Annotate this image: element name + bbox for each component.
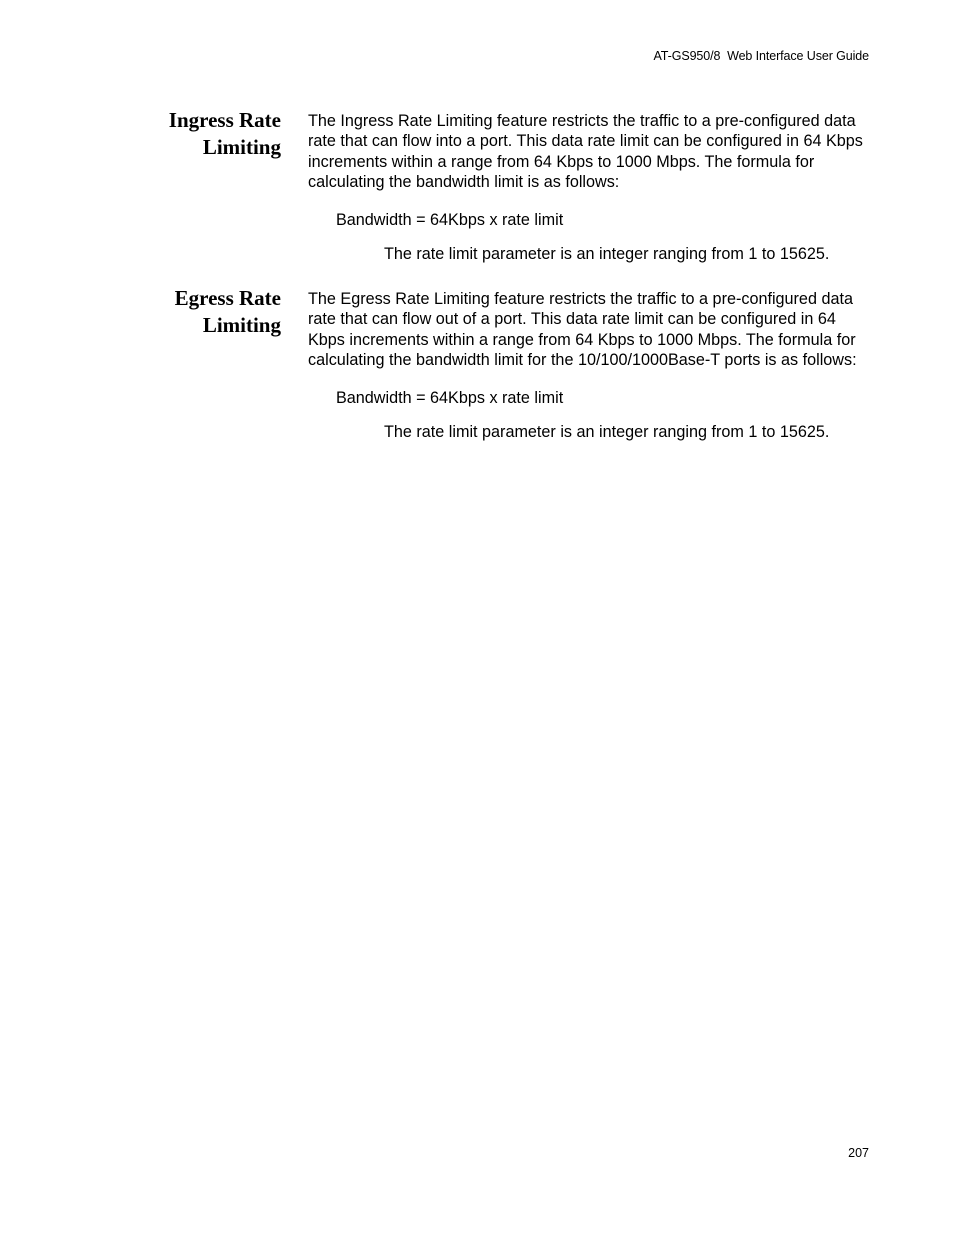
section-heading bbox=[100, 285, 281, 339]
section-heading bbox=[100, 107, 281, 161]
page-number: 207 bbox=[848, 1146, 869, 1160]
body-paragraph: The Ingress Rate Limiting feature restricts the traffic to a pre-configured data rate that can flow into a port. This data rate limit can be configured in 64 Kbps increments within a range from 64 Kbps to 1000 Mbps. The formula for calculating the bandwidth limit is as follows: bbox=[308, 112, 863, 191]
section-heading-line: Limiting bbox=[202, 135, 281, 159]
section-heading-line: Limiting bbox=[202, 313, 281, 337]
section-heading-line: Egress Rate bbox=[174, 286, 281, 310]
formula-note: The rate limit parameter is an integer ranging from 1 to 15625. bbox=[384, 245, 830, 264]
formula-note: The rate limit parameter is an integer ranging from 1 to 15625. bbox=[384, 423, 830, 442]
formula: Bandwidth = 64Kbps x rate limit bbox=[336, 211, 564, 230]
section-body bbox=[308, 289, 873, 443]
body-paragraph: The Egress Rate Limiting feature restricts the traffic to a pre-configured data rate that can flow out of a port. This data rate limit can be configured in 64 Kbps increments within a range from 64 Kbps to 1000 Mbps. The formula for calculating the bandwidth limit for the 10/100/1000Base-T ports is as follows: bbox=[308, 290, 857, 369]
running-header: AT-GS950/8 Web Interface User Guide bbox=[653, 49, 869, 63]
section-body bbox=[308, 111, 873, 265]
formula: Bandwidth = 64Kbps x rate limit bbox=[336, 389, 564, 408]
section-heading-line: Ingress Rate bbox=[168, 108, 281, 132]
